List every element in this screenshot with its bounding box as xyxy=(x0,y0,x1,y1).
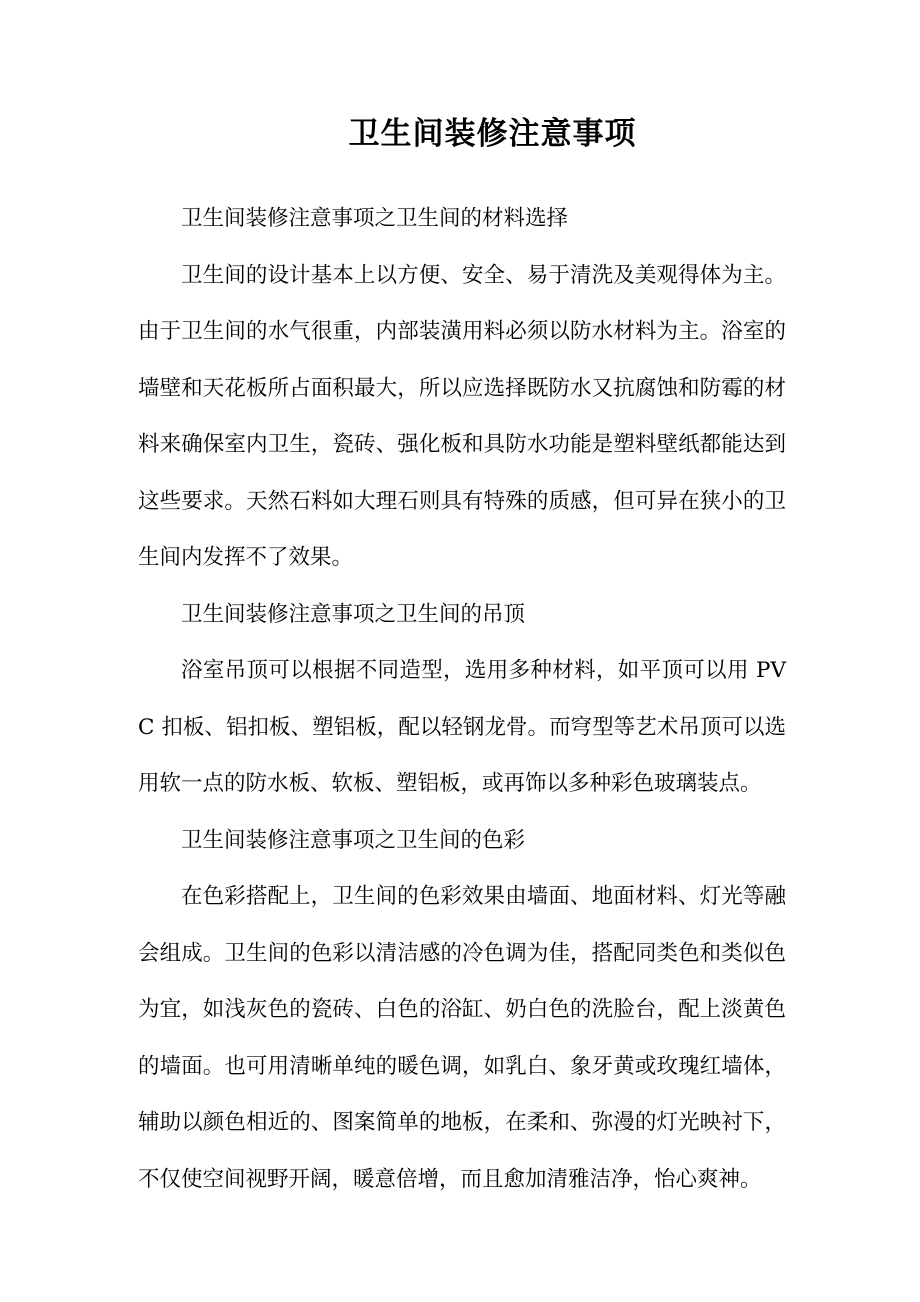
paragraph-ceiling: 浴室吊顶可以根据不同造型，选用多种材料，如平顶可以用 PVC 扣板、铝扣板、塑铝板，配以轻钢龙骨。而穹型等艺术吊顶可以选用软一点的防水板、软板、塑铝板，或再饰以多种彩色玻璃装点。 xyxy=(138,658,786,796)
section-heading-colors: 卫生间装修注意事项之卫生间的色彩 xyxy=(181,827,526,853)
document-title: 卫生间装修注意事项 xyxy=(348,116,637,152)
section-heading-ceiling: 卫生间装修注意事项之卫生间的吊顶 xyxy=(181,601,526,627)
paragraph-colors: 在色彩搭配上，卫生间的色彩效果由墙面、地面材料、灯光等融会组成。卫生间的色彩以清洁感的冷色调为佳，搭配同类色和类似色为宜，如浅灰色的瓷砖、白色的浴缸、奶白色的洗脸台，配上淡黄色的墙面。也可用清晰单纯的暖色调，如乳白、象牙黄或玫瑰红墙体，辅助以颜色相近的、图案简单的地板，在柔和、弥漫的灯光映衬下，不仅使空间视野开阔，暖意倍增，而且愈加清雅洁净，怡心爽神。 xyxy=(138,884,786,1192)
paragraph-materials: 卫生间的设计基本上以方便、安全、易于清洗及美观得体为主。由于卫生间的水气很重，内部装潢用料必须以防水材料为主。浴室的墙壁和天花板所占面积最大，所以应选择既防水又抗腐蚀和防霉的材料来确保室内卫生，瓷砖、强化板和具防水功能是塑料壁纸都能达到这些要求。天然石料如大理石则具有特殊的质感，但可异在狭小的卫生间内发挥不了效果。 xyxy=(138,262,786,570)
section-heading-materials: 卫生间装修注意事项之卫生间的材料选择 xyxy=(181,206,569,231)
document-body xyxy=(138,191,786,1208)
